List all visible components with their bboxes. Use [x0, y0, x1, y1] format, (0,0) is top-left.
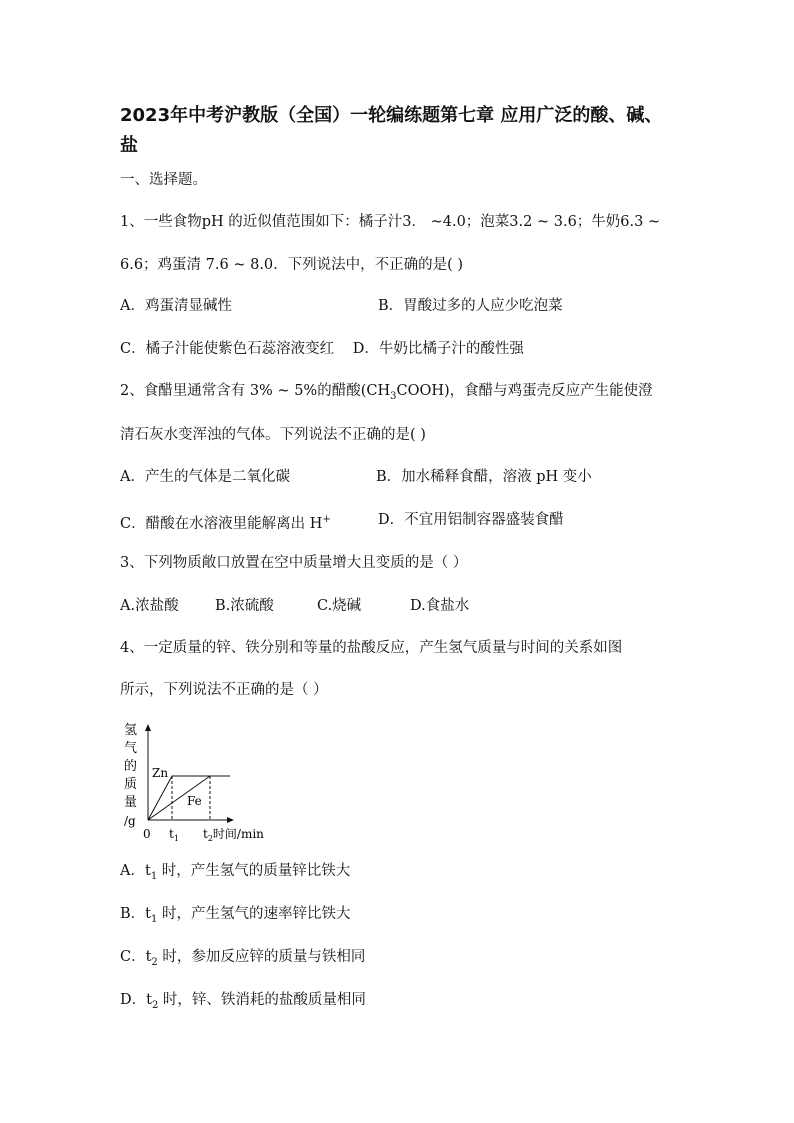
q1-option-b: B．胃酸过多的人应少吃泡菜 — [378, 298, 563, 314]
graph-t1-label — [169, 827, 179, 843]
q2-stem-line-2: 清石灰水变浑浊的气体。下列说法不正确的是( ) — [120, 427, 426, 443]
q2-option-c-superscript: + — [322, 514, 331, 525]
q2-stem-text-b: COOH)，食醋与鸡蛋壳反应产生能使澄 — [396, 383, 653, 399]
graph-origin-label: 0 — [143, 827, 151, 841]
q4-option-d — [120, 990, 366, 1016]
graph-t1-subscript: 1 — [173, 834, 179, 843]
q4-option-d-subscript: 2 — [151, 999, 159, 1011]
q2-option-c-text: C．醋酸在水溶液里能解离出 H — [120, 515, 323, 532]
graph-ylabel-char-4: 质 — [124, 777, 138, 792]
q4-option-d-prefix: D．t — [120, 992, 152, 1008]
q1-option-a: A．鸡蛋清显碱性 — [120, 298, 232, 314]
q3-option-a: A.浓盐酸 — [120, 598, 179, 614]
q2-options-row-2 — [120, 510, 680, 534]
q4-option-c — [120, 947, 365, 973]
q2-stem-line-1 — [120, 381, 653, 407]
graph-zn-label: Zn — [152, 766, 169, 780]
graph-ylabel-char-2: 气 — [124, 741, 138, 756]
q4-option-d-text: 时，锌、铁消耗的盐酸质量相同 — [158, 992, 366, 1008]
title-line-1: 2023年中考沪教版（全国）一轮编练题第七章 应用广泛的酸、碱、 — [120, 105, 663, 126]
q3-options-row — [120, 596, 680, 616]
q4-stem-line-2: 所示，下列说法不正确的是（ ） — [120, 682, 328, 698]
q2-option-d: D．不宜用铝制容器盛装食醋 — [378, 512, 564, 528]
q4-mass-time-graph — [120, 720, 290, 845]
graph-t1-text: t — [169, 827, 174, 841]
q2-option-b: B．加水稀释食醋，溶液 pH 变小 — [376, 469, 592, 485]
q1-options-row-2 — [120, 339, 524, 359]
q3-stem: 3、下列物质敞口放置在空中质量增大且变质的是（ ） — [120, 555, 468, 571]
graph-x-axis-arrow — [227, 817, 234, 823]
q2-formula-subscript: 3 — [390, 390, 397, 402]
document-title — [120, 101, 680, 161]
graph-t2-subscript: 2 — [207, 834, 213, 843]
graph-ylabel-char-6: /g — [124, 814, 136, 828]
q4-option-c-prefix: C．t — [120, 949, 152, 965]
q4-option-b-text: 时，产生氢气的速率锌比铁大 — [157, 906, 351, 922]
graph-ylabel-char-5: 量 — [124, 795, 138, 810]
q4-option-c-text: 时，参加反应锌的质量与铁相同 — [157, 949, 366, 965]
q4-option-c-subscript: 2 — [151, 956, 158, 968]
q3-option-b: B.浓硫酸 — [215, 598, 274, 614]
graph-ylabel-char-3: 的 — [124, 759, 138, 774]
q1-stem-line-1: 1、一些食物pH 的近似值范围如下：橘子汁3． ~4.0；泡菜3.2 ~ 3.6；牛奶6.3 ~ — [120, 214, 661, 230]
section-heading: 一、选择题。 — [120, 172, 207, 188]
q1-option-d: D．牛奶比橘子汁的酸性强 — [352, 341, 524, 357]
title-line-2: 盐 — [120, 135, 138, 156]
q2-option-a: A．产生的气体是二氧化碳 — [120, 469, 290, 485]
q4-option-a-text: 时，产生氢气的质量锌比铁大 — [157, 863, 351, 879]
q1-options-row-1 — [120, 296, 680, 316]
q4-option-b — [120, 904, 350, 930]
q3-option-d: D.食盐水 — [410, 598, 470, 614]
q2-option-c — [120, 516, 331, 532]
q4-stem-line-1: 4、一定质量的锌、铁分别和等量的盐酸反应，产生氢气质量与时间的关系如图 — [120, 640, 623, 656]
q4-option-b-subscript: 1 — [150, 913, 158, 925]
q1-option-c: C．橘子汁能使紫色石蕊溶液变红 — [120, 341, 335, 357]
q4-option-a — [120, 861, 350, 887]
graph-ylabel-char-1: 氢 — [124, 723, 138, 738]
graph-t2-label — [203, 826, 264, 843]
q1-stem-line-2: 6.6；鸡蛋清 7.6 ~ 8.0．下列说法中，不正确的是( ) — [120, 257, 464, 273]
q2-options-row-1 — [120, 467, 680, 487]
graph-t2-text: t — [203, 827, 208, 841]
q4-option-a-prefix: A．t — [120, 863, 151, 879]
graph-xlabel: 时间/min — [212, 827, 264, 841]
q2-stem-text-a: 2、食醋里通常含有 3% ~ 5%的醋酸(CH — [120, 383, 391, 399]
q4-option-b-prefix: B．t — [120, 906, 151, 922]
q4-option-a-subscript: 1 — [150, 870, 158, 882]
graph-y-axis-arrow — [145, 724, 151, 731]
graph-fe-label: Fe — [187, 794, 202, 808]
q3-option-c: C.烧碱 — [317, 598, 362, 614]
